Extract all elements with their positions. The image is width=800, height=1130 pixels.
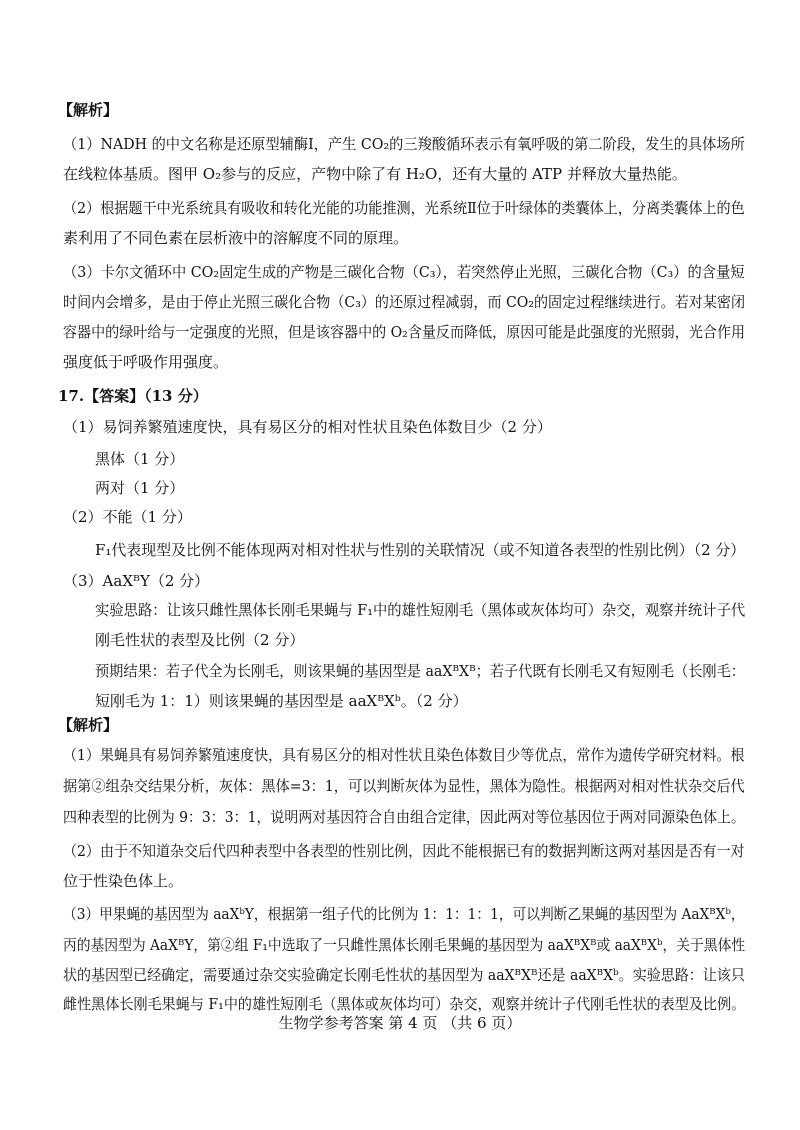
analysis-text: 素利用了不同色素在层析液中的溶解度不同的原理。 [63, 229, 409, 247]
answer-text: F₁代表现型及比例不能体现两对相对性状与性别的关联情况（或不知道各表型的性别比例）（2 分） [95, 541, 746, 559]
analysis-text: 位于性染色体上。 [63, 872, 184, 890]
answer-text: 预期结果：若子代全为长刚毛，则该果蝇的基因型是 aaXᴮXᴮ；若子代既有长刚毛又有短刚毛（长刚毛： [95, 662, 745, 680]
analysis-heading: 【解析】 [58, 101, 119, 119]
answer-text: （2）不能（1 分） [63, 508, 192, 526]
analysis-text: （2）由于不知道杂交后代四种表型中各表型的性别比例，因此不能根据已有的数据判断这两对基因是否有一对 [63, 842, 745, 860]
analysis-text: （3）卡尔文循环中 CO₂固定生成的产物是三碳化合物（C₃），若突然停止光照，三碳化合物（C₃）的含量短 [63, 263, 745, 281]
analysis-text: （2）根据题干中光系统具有吸收和转化光能的功能推测，光系统Ⅱ位于叶绿体的类囊体上，分离类囊体上的色 [63, 199, 745, 217]
answer-heading: 17.【答案】（13 分） [58, 387, 208, 405]
answer-text: 刚毛性状的表型及比例（2 分） [95, 631, 305, 649]
analysis-text: （1）果蝇具有易饲养繁殖速度快，具有易区分的相对性状且染色体数目少等优点，常作为遗传学研究材料。根 [63, 746, 745, 764]
page-footer: 生物学参考答案 第 4 页 （共 6 页） [278, 1014, 522, 1032]
analysis-text: 雌性黑体长刚毛果蝇与 F₁中的雄性短刚毛（黑体或灰体均可）杂交，观察并统计子代刚毛性状的表型及比例。 [63, 995, 746, 1013]
answer-text: 黑体（1 分） [95, 450, 185, 468]
analysis-heading: 【解析】 [58, 716, 119, 734]
analysis-text: 在线粒体基质。图甲 O₂参与的反应，产物中除了有 H₂O，还有大量的 ATP 并释放大量热能。 [63, 165, 687, 183]
analysis-text: 状的基因型已经确定，需要通过杂交实验确定长刚毛性状的基因型为 aaXᴮXᴮ还是 aaXᴮXᵇ。实验思路：让该只 [63, 966, 745, 984]
answer-text: 两对（1 分） [95, 479, 185, 497]
answer-text: 短刚毛为 1：1）则该果蝇的基因型是 aaXᴮXᵇ。（2 分） [95, 692, 468, 710]
analysis-text: 时间内会增多，是由于停止光照三碳化合物（C₃）的还原过程减弱，而 CO₂的固定过程继续进行。若对某密闭 [63, 293, 746, 311]
analysis-text: 据第②组杂交结果分析，灰体：黑体=3：1，可以判断灰体为显性，黑体为隐性。根据两对相对性状杂交后代 [63, 777, 745, 795]
analysis-text: （1）NADH 的中文名称是还原型辅酶Ⅰ，产生 CO₂的三羧酸循环表示有氧呼吸的第二阶段，发生的具体场所 [63, 135, 745, 153]
analysis-text: 丙的基因型为 AaXᴮY，第②组 F₁中选取了一只雌性黑体长刚毛果蝇的基因型为 aaXᴮXᴮ或 aaXᴮXᵇ，关于黑体性 [63, 936, 746, 954]
answer-text: （3）AaXᴮY（2 分） [63, 572, 210, 590]
analysis-text: 容器中的绿叶给与一定强度的光照，但是该容器中的 O₂含量反而降低，原因可能是此强度的光照弱，光合作用 [63, 323, 746, 341]
answer-text: （1）易饲养繁殖速度快，具有易区分的相对性状且染色体数目少（2 分） [63, 418, 552, 436]
analysis-text: （3）甲果蝇的基因型为 aaXᵇY，根据第一组子代的比例为 1：1：1：1，可以判断乙果蝇的基因型为 AaXᴮXᵇ， [63, 905, 745, 923]
analysis-text: 强度低于呼吸作用强度。 [63, 353, 229, 371]
answer-text: 实验思路：让该只雌性黑体长刚毛果蝇与 F₁中的雄性短刚毛（黑体或灰体均可）杂交，观察并统计子代 [95, 601, 746, 619]
analysis-text: 四种表型的比例为 9：3：3：1，说明两对基因符合自由组合定律，因此两对等位基因位于两对同源染色体上。 [63, 808, 745, 826]
